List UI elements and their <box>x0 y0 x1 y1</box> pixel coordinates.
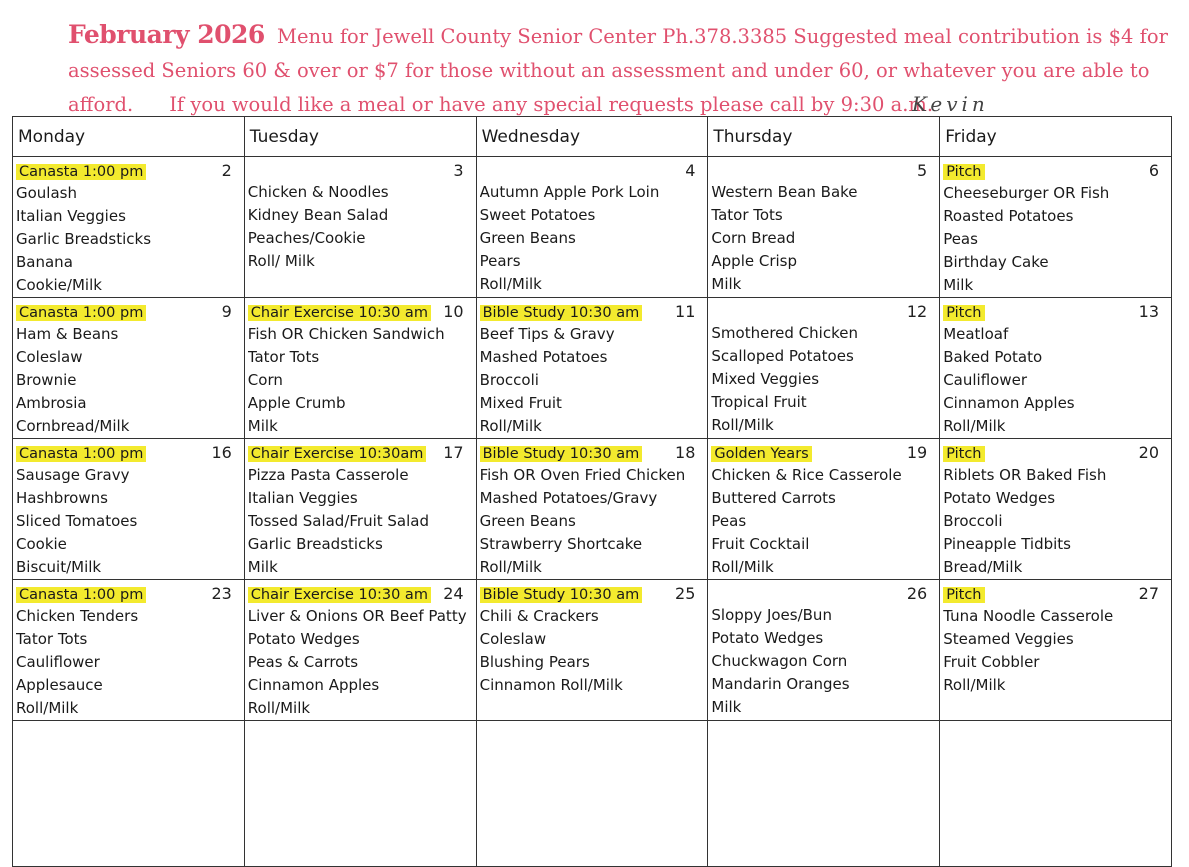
menu-item: Milk <box>247 417 278 435</box>
menu-item: Corn <box>247 371 283 389</box>
menu-item: Milk <box>943 276 974 294</box>
day-cell <box>476 298 708 439</box>
menu-item: Milk <box>247 558 278 576</box>
week-row <box>13 580 1172 721</box>
menu-item: Green Beans <box>479 512 576 530</box>
menu-item: Bread/Milk <box>943 558 1023 576</box>
menu-item: Roll/Milk <box>16 699 79 717</box>
menu-item: Peas <box>943 230 978 248</box>
menu-item: Cookie/Milk <box>16 276 102 294</box>
menu-item: Hashbrowns <box>16 489 108 507</box>
day-number: 16 <box>211 443 232 462</box>
menu-item: Cauliflower <box>16 653 100 671</box>
menu-item: Peas & Carrots <box>247 653 359 671</box>
day-menu <box>940 157 1171 297</box>
menu-item: Potato Wedges <box>247 630 360 648</box>
activity-highlight: Golden Years <box>711 446 811 462</box>
menu-item: Broccoli <box>479 371 539 389</box>
day-cell <box>476 157 708 298</box>
menu-item: Peas <box>711 512 747 530</box>
menu-item: Sausage Gravy <box>16 466 130 484</box>
weekday-header: Thursday <box>708 117 940 157</box>
menu-calendar <box>12 116 1172 867</box>
menu-item: Fish OR Chicken Sandwich <box>247 325 445 343</box>
activity-highlight: Pitch <box>943 446 984 462</box>
day-menu <box>708 580 939 719</box>
menu-item: Mixed Veggies <box>711 370 820 388</box>
day-cell <box>244 298 476 439</box>
menu-item: Chicken Tenders <box>16 607 139 625</box>
menu-item: Tropical Fruit <box>711 393 807 411</box>
menu-item: Ambrosia <box>16 394 87 412</box>
day-menu <box>13 157 244 297</box>
menu-item: Fish OR Oven Fried Chicken <box>479 466 686 484</box>
menu-item: Baked Potato <box>943 348 1043 366</box>
menu-item: Birthday Cake <box>943 253 1049 271</box>
menu-item: Garlic Breadsticks <box>247 535 383 553</box>
menu-item: Tator Tots <box>711 206 783 224</box>
day-number: 18 <box>675 443 696 462</box>
menu-item: Blushing Pears <box>479 653 590 671</box>
menu-item: Beef Tips & Gravy <box>479 325 615 343</box>
menu-item: Peaches/Cookie <box>247 229 366 247</box>
day-menu <box>477 439 708 579</box>
day-menu <box>708 157 939 296</box>
menu-item: Roll/Milk <box>247 699 311 717</box>
day-menu <box>477 298 708 438</box>
day-cell <box>708 157 940 298</box>
day-cell <box>244 157 476 298</box>
menu-item: Corn Bread <box>711 229 796 247</box>
menu-item: Roll/Milk <box>479 558 542 576</box>
day-cell <box>13 580 245 721</box>
week-row <box>13 298 1172 439</box>
day-menu <box>477 580 708 697</box>
day-cell <box>708 298 940 439</box>
menu-item: Mixed Fruit <box>479 394 562 412</box>
day-cell <box>708 580 940 721</box>
menu-item: Buttered Carrots <box>711 489 836 507</box>
header-line-1: Menu for Jewell County Senior Center Ph.378.3385 Suggested meal contribution is $4 for <box>277 25 1168 48</box>
menu-item: Pears <box>479 252 521 270</box>
activity-highlight: Chair Exercise 10:30am <box>248 446 427 462</box>
empty-day-cell <box>708 721 940 867</box>
menu-item: Roll/Milk <box>943 417 1006 435</box>
day-number: 26 <box>906 584 928 603</box>
day-number: 25 <box>675 584 696 603</box>
menu-item: Applesauce <box>16 676 103 694</box>
header-line-2: assessed Seniors 60 & over or $7 for those without an assessment and under 60, or whatever you are able to <box>68 59 1150 82</box>
menu-item: Milk <box>711 698 742 716</box>
menu-item: Goulash <box>16 184 77 202</box>
menu-item: Tator Tots <box>16 630 88 648</box>
activity-highlight: Bible Study 10:30 am <box>480 446 643 462</box>
menu-item: Autumn Apple Pork Loin <box>479 183 660 201</box>
day-cell <box>244 439 476 580</box>
menu-item: Chuckwagon Corn <box>711 652 848 670</box>
week-row <box>13 439 1172 580</box>
day-number: 11 <box>675 302 696 321</box>
menu-item: Riblets OR Baked Fish <box>943 466 1107 484</box>
day-number: 10 <box>443 302 464 321</box>
menu-item: Tossed Salad/Fruit Salad <box>247 512 430 530</box>
menu-item: Scalloped Potatoes <box>711 347 854 365</box>
menu-item: Liver & Onions OR Beef Patty <box>247 607 467 625</box>
menu-item: Italian Veggies <box>247 489 358 507</box>
day-number: 13 <box>1138 302 1159 321</box>
activity-highlight: Pitch <box>943 164 984 180</box>
menu-item: Sliced Tomatoes <box>16 512 138 530</box>
menu-item: Strawberry Shortcake <box>479 535 643 553</box>
day-menu <box>940 439 1171 579</box>
day-menu <box>477 157 708 296</box>
menu-item: Cheeseburger OR Fish <box>943 184 1110 202</box>
menu-item: Fruit Cocktail <box>711 535 810 553</box>
activity-highlight: Bible Study 10:30 am <box>480 305 643 321</box>
day-cell <box>244 580 476 721</box>
menu-item: Steamed Veggies <box>943 630 1074 648</box>
menu-item: Garlic Breadsticks <box>16 230 152 248</box>
day-menu <box>13 439 244 579</box>
day-number: 19 <box>906 443 928 462</box>
menu-item: Cornbread/Milk <box>16 417 130 435</box>
day-number: 2 <box>221 161 232 180</box>
day-cell <box>708 439 940 580</box>
day-number: 4 <box>685 161 696 180</box>
empty-day-cell <box>13 721 245 867</box>
menu-item: Ham & Beans <box>16 325 119 343</box>
day-cell <box>940 157 1172 298</box>
day-number: 20 <box>1138 443 1159 462</box>
activity-highlight: Canasta 1:00 pm <box>16 164 146 180</box>
day-cell <box>940 439 1172 580</box>
menu-item: Coleslaw <box>479 630 547 648</box>
day-menu <box>708 439 939 579</box>
menu-item: Pineapple Tidbits <box>943 535 1071 553</box>
weekday-header: Tuesday <box>244 117 476 157</box>
day-menu <box>708 298 939 437</box>
activity-highlight: Canasta 1:00 pm <box>16 587 146 603</box>
activity-highlight: Canasta 1:00 pm <box>16 446 146 462</box>
menu-item: Meatloaf <box>943 325 1009 343</box>
menu-item: Roll/ Milk <box>247 252 315 270</box>
menu-item: Roll/Milk <box>479 275 542 293</box>
day-menu <box>13 298 244 438</box>
empty-day-cell <box>476 721 708 867</box>
activity-highlight: Canasta 1:00 pm <box>16 305 146 321</box>
week-row <box>13 157 1172 298</box>
day-cell <box>13 298 245 439</box>
menu-item: Apple Crumb <box>247 394 346 412</box>
handwritten-signature: Kevin <box>912 92 989 116</box>
day-menu <box>245 298 476 438</box>
empty-day-cell <box>244 721 476 867</box>
day-number: 9 <box>221 302 232 321</box>
day-number: 12 <box>906 302 928 321</box>
menu-item: Tator Tots <box>247 348 320 366</box>
menu-item: Broccoli <box>943 512 1003 530</box>
day-cell <box>940 580 1172 721</box>
menu-item: Cauliflower <box>943 371 1027 389</box>
activity-highlight: Pitch <box>943 587 984 603</box>
day-menu <box>245 580 476 720</box>
day-cell <box>476 439 708 580</box>
menu-item: Potato Wedges <box>711 629 824 647</box>
day-menu <box>245 439 476 579</box>
menu-item: Roll/Milk <box>943 676 1006 694</box>
menu-item: Tuna Noodle Casserole <box>943 607 1114 625</box>
menu-item: Fruit Cobbler <box>943 653 1040 671</box>
day-cell <box>13 157 245 298</box>
day-number: 24 <box>443 584 464 603</box>
menu-item: Pizza Pasta Casserole <box>247 466 409 484</box>
menu-item: Western Bean Bake <box>711 183 858 201</box>
header-line-3a: afford. <box>68 93 134 116</box>
weekday-header: Wednesday <box>476 117 708 157</box>
menu-item: Italian Veggies <box>16 207 126 225</box>
menu-item: Cinnamon Roll/Milk <box>479 676 623 694</box>
day-menu <box>245 157 476 273</box>
day-number: 23 <box>211 584 232 603</box>
menu-item: Coleslaw <box>16 348 83 366</box>
menu-item: Biscuit/Milk <box>16 558 102 576</box>
menu-item: Cookie <box>16 535 67 553</box>
empty-day-cell <box>940 721 1172 867</box>
day-cell <box>476 580 708 721</box>
menu-item: Mandarin Oranges <box>711 675 850 693</box>
menu-item: Roll/Milk <box>479 417 542 435</box>
menu-item: Roasted Potatoes <box>943 207 1074 225</box>
menu-item: Chili & Crackers <box>479 607 599 625</box>
day-cell <box>13 439 245 580</box>
day-menu <box>940 580 1171 697</box>
menu-item: Brownie <box>16 371 77 389</box>
day-menu <box>13 580 244 720</box>
activity-highlight: Bible Study 10:30 am <box>480 587 643 603</box>
day-number: 5 <box>917 161 928 180</box>
menu-item: Cinnamon Apples <box>247 676 380 694</box>
menu-item: Sweet Potatoes <box>479 206 596 224</box>
menu-item: Sloppy Joes/Bun <box>711 606 832 624</box>
menu-item: Mashed Potatoes/Gravy <box>479 489 658 507</box>
menu-item: Roll/Milk <box>711 416 774 434</box>
month-title: February 2026 <box>68 20 265 49</box>
activity-highlight: Chair Exercise 10:30 am <box>248 587 431 603</box>
menu-item: Apple Crisp <box>711 252 798 270</box>
menu-item: Chicken & Rice Casserole <box>711 466 902 484</box>
menu-item: Green Beans <box>479 229 576 247</box>
weekday-header-row <box>13 117 1172 157</box>
menu-item: Banana <box>16 253 73 271</box>
activity-highlight: Pitch <box>943 305 984 321</box>
menu-item: Cinnamon Apples <box>943 394 1075 412</box>
menu-item: Mashed Potatoes <box>479 348 608 366</box>
weekday-header: Friday <box>940 117 1172 157</box>
empty-week-row <box>13 721 1172 867</box>
day-menu <box>940 298 1171 438</box>
menu-item: Milk <box>711 275 742 293</box>
header-line-3b: If you would like a meal or have any special requests please call by 9:30 a.m. <box>169 93 934 116</box>
day-number: 6 <box>1148 161 1159 180</box>
day-number: 17 <box>443 443 464 462</box>
weekday-header: Monday <box>13 117 245 157</box>
menu-item: Chicken & Noodles <box>247 183 389 201</box>
activity-highlight: Chair Exercise 10:30 am <box>248 305 431 321</box>
day-cell <box>940 298 1172 439</box>
menu-item: Smothered Chicken <box>711 324 858 342</box>
day-number: 27 <box>1138 584 1159 603</box>
menu-item: Roll/Milk <box>711 558 774 576</box>
day-number: 3 <box>453 161 464 180</box>
menu-item: Potato Wedges <box>943 489 1056 507</box>
menu-item: Kidney Bean Salad <box>247 206 389 224</box>
